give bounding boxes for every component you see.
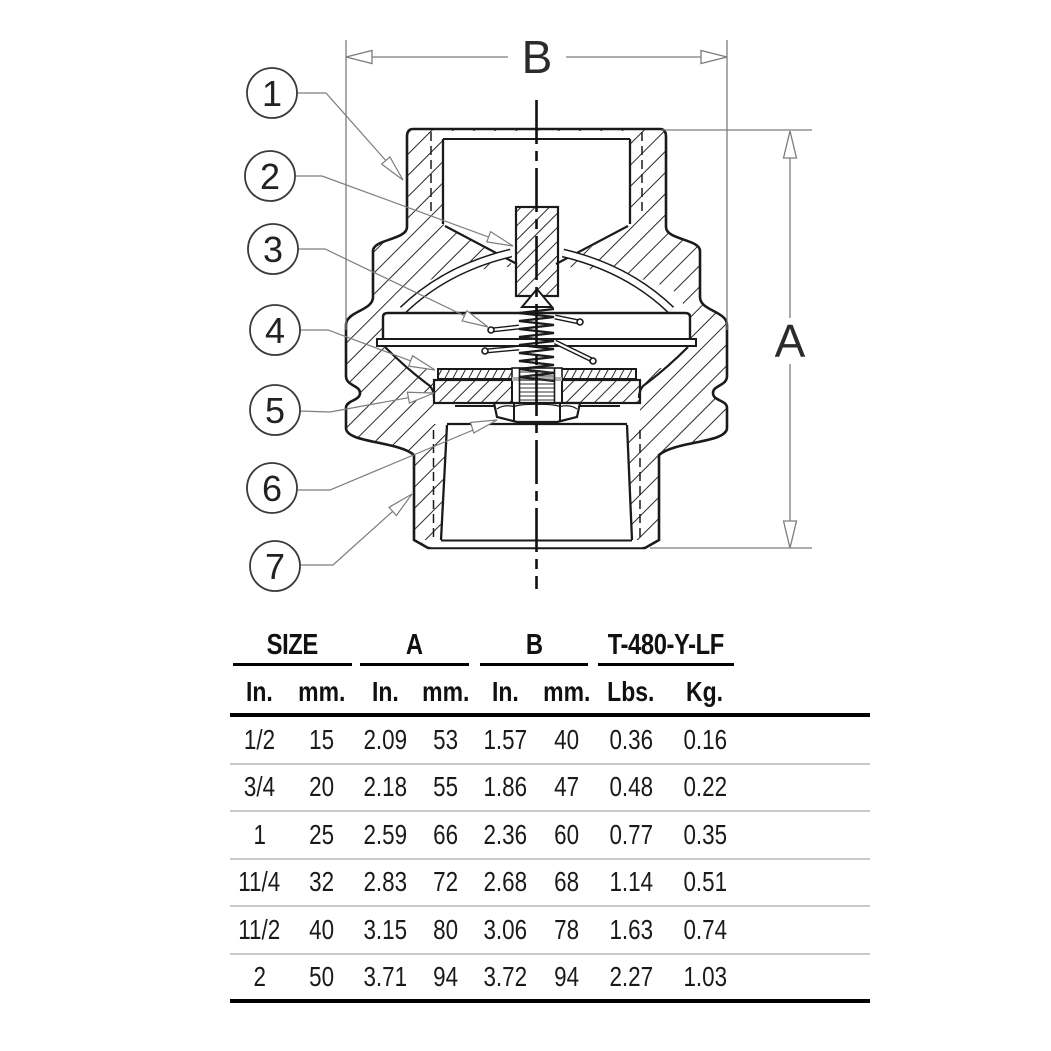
cell-spacer [745, 955, 870, 999]
table-row [230, 955, 870, 1003]
cell: 0.77 [609, 818, 653, 850]
cell: 1 [253, 818, 266, 850]
cell: 2.68 [483, 866, 528, 898]
group-header-a-label: A [406, 629, 423, 661]
table-row [230, 860, 870, 908]
cell: 32 [309, 866, 335, 898]
cell: 2.83 [363, 866, 408, 898]
callouts [245, 68, 300, 591]
cell: 0.36 [609, 723, 653, 755]
cell: 20 [309, 771, 335, 803]
cell: 3.71 [363, 960, 408, 992]
cell-spacer [745, 812, 870, 858]
group-header-b [480, 627, 588, 666]
cell: 80 [433, 913, 458, 945]
callout-1-label: 1 [261, 73, 283, 114]
cell: 1.57 [483, 723, 528, 755]
col-header: Kg. [686, 676, 724, 707]
group-header-spacer [745, 627, 870, 666]
cell: 53 [433, 723, 458, 755]
cell: 1.63 [609, 913, 653, 945]
cell: 78 [554, 913, 579, 945]
cell: 2 [253, 960, 266, 992]
col-header: mm. [421, 676, 470, 707]
cell-spacer [745, 765, 870, 811]
col-header: mm. [542, 676, 591, 707]
cell: 2.36 [483, 818, 528, 850]
dim-a-arrow-bottom [784, 521, 797, 548]
callout-2 [245, 151, 295, 201]
cell: 3.72 [483, 960, 528, 992]
cell-spacer [745, 907, 870, 953]
cell: 2.18 [363, 771, 408, 803]
callout-2-label: 2 [259, 156, 281, 197]
cell: 0.22 [683, 771, 727, 803]
col-header: mm. [298, 676, 346, 707]
callout-4 [250, 305, 300, 355]
cell: 60 [554, 818, 579, 850]
cell: 0.48 [609, 771, 653, 803]
cell: 11/4 [238, 866, 281, 898]
cell: 50 [309, 960, 335, 992]
cell-spacer [745, 717, 870, 763]
cell: 3/4 [243, 771, 276, 803]
cell: 0.35 [683, 818, 727, 850]
callout-5 [250, 385, 300, 435]
cell: 1.14 [609, 866, 653, 898]
col-header: Lbs. [607, 676, 655, 707]
cell: 3.06 [483, 913, 528, 945]
dim-a-label: A [774, 315, 806, 367]
cell: 2.09 [363, 723, 408, 755]
dim-a-arrow-top [784, 131, 797, 158]
cell: 25 [309, 818, 335, 850]
callout-4-label: 4 [264, 310, 286, 351]
table-row [230, 717, 870, 765]
cell: 1.86 [483, 771, 528, 803]
table-group-header-row [230, 627, 870, 666]
table-row [230, 765, 870, 813]
cell: 1.03 [683, 960, 727, 992]
callout-6 [247, 463, 297, 513]
callout-3-label: 3 [262, 229, 284, 270]
group-header-model [598, 627, 734, 666]
cell: 0.51 [683, 866, 727, 898]
cell: 11/2 [238, 913, 281, 945]
col-header: In. [246, 676, 273, 707]
col-header: In. [492, 676, 519, 707]
cell: 3.15 [363, 913, 408, 945]
cell: 40 [309, 913, 335, 945]
cell: 72 [433, 866, 458, 898]
cell: 94 [433, 960, 458, 992]
cell: 47 [554, 771, 579, 803]
cell: 0.16 [683, 723, 727, 755]
cell: 0.74 [683, 913, 727, 945]
cell: 2.59 [363, 818, 408, 850]
cell: 68 [554, 866, 579, 898]
callout-1 [247, 68, 297, 118]
dim-b-arrow-right [701, 51, 727, 64]
cell: 1/2 [243, 723, 276, 755]
cell: 15 [309, 723, 335, 755]
dim-b-arrow-left [346, 51, 372, 64]
cell: 66 [433, 818, 458, 850]
callout-6-label: 6 [261, 468, 283, 509]
group-header-a [360, 627, 469, 666]
dim-b-label: B [521, 31, 553, 83]
cell-spacer [745, 860, 870, 906]
callout-3 [248, 224, 298, 274]
table-row [230, 812, 870, 860]
group-header-size [233, 627, 352, 666]
cell: 55 [433, 771, 458, 803]
callout-7-label: 7 [264, 546, 286, 587]
spec-table [230, 627, 870, 1003]
cell: 2.27 [609, 960, 653, 992]
group-header-size-label: SIZE [266, 629, 319, 661]
cell: 94 [554, 960, 579, 992]
col-header: In. [372, 676, 399, 707]
cell: 40 [554, 723, 579, 755]
callout-5-label: 5 [264, 390, 286, 431]
table-subheader-row [230, 666, 870, 717]
callout-7 [250, 541, 300, 591]
group-header-model-label: T-480-Y-LF [607, 629, 725, 661]
group-header-b-label: B [525, 629, 543, 661]
col-header-spacer [745, 666, 870, 713]
table-row [230, 907, 870, 955]
